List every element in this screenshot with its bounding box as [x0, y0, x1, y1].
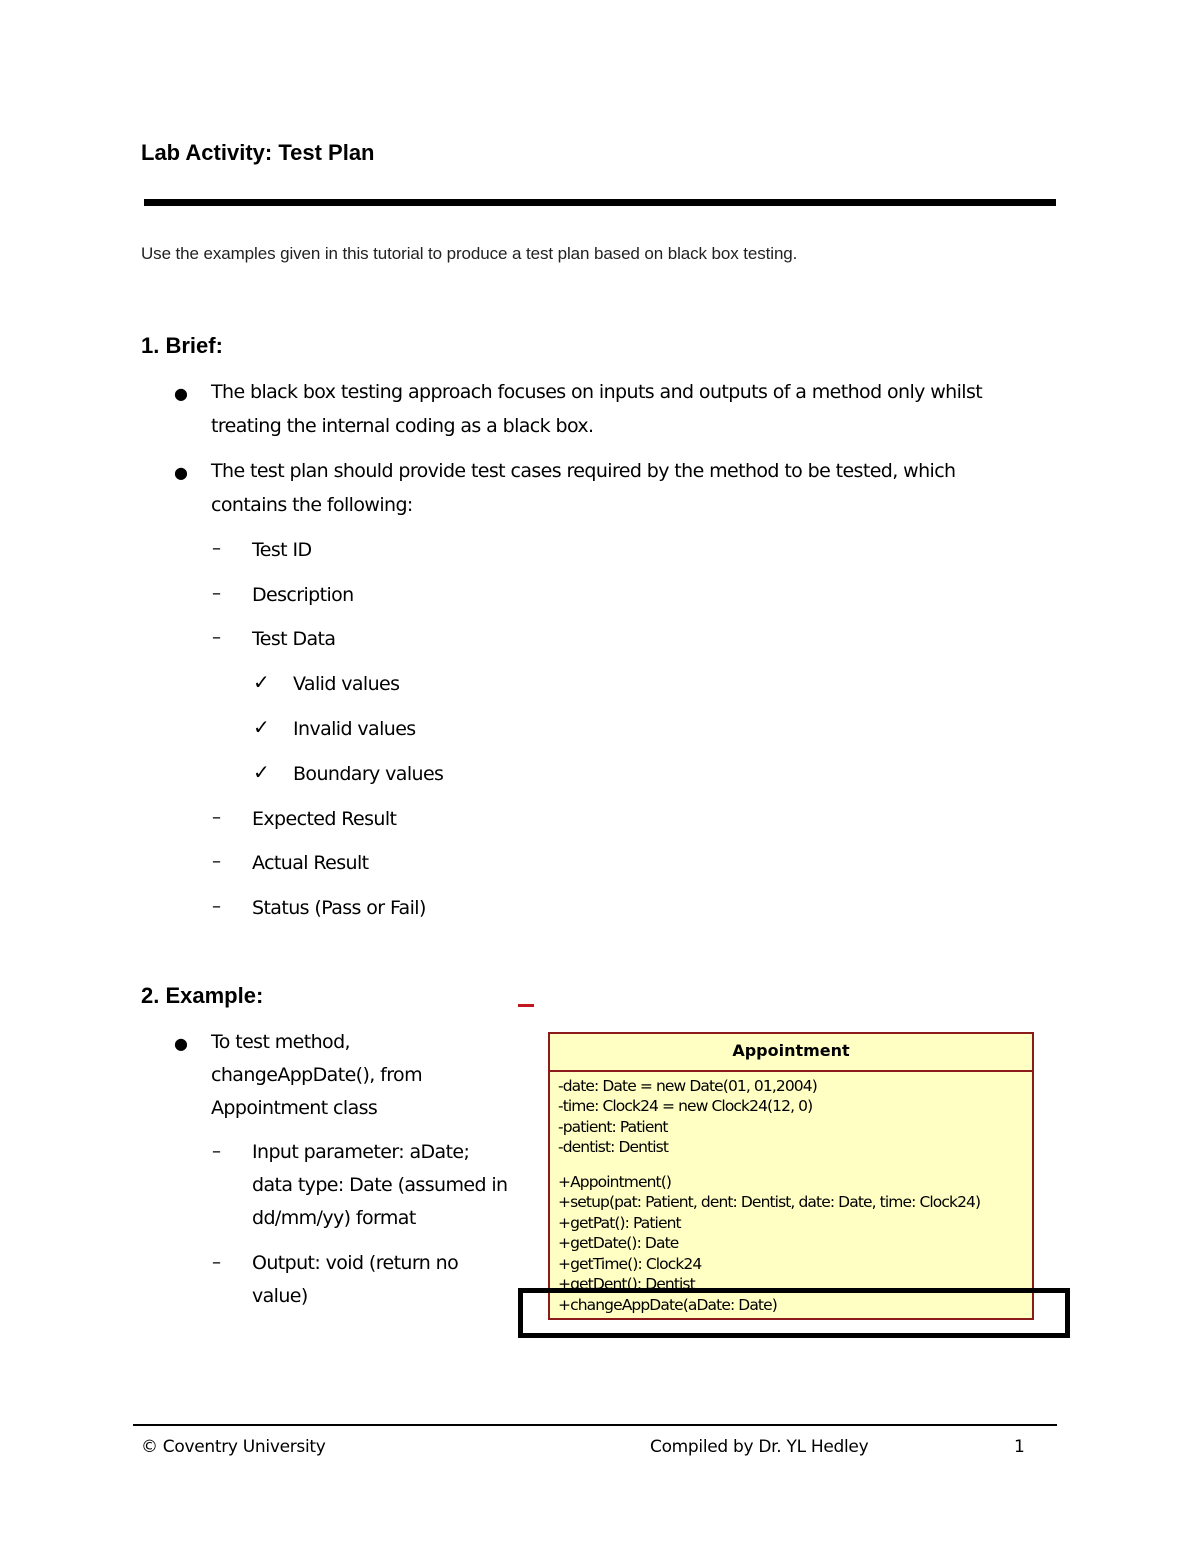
example-input — [252, 1136, 508, 1235]
uml-attribute: -time: Clock24 = new Clock24(12, 0) — [558, 1097, 813, 1115]
dash-icon: – — [212, 627, 221, 648]
uml-attribute: -dentist: Dentist — [558, 1138, 669, 1156]
uml-class-box — [548, 1032, 1034, 1320]
check-icon: ✓ — [253, 715, 270, 739]
list-item-valid-values: Valid values — [293, 673, 400, 695]
footer-author: Compiled by Dr. YL Hedley — [650, 1437, 869, 1457]
example-input-line-2: data type: Date (assumed in — [252, 1174, 508, 1196]
uml-class-name: Appointment — [550, 1034, 1032, 1072]
example-input-line-1: Input parameter: aDate; — [252, 1141, 470, 1163]
footer-divider — [133, 1424, 1057, 1426]
example-bullet-line-1: To test method, — [211, 1031, 350, 1053]
bullet-icon: ● — [174, 463, 188, 482]
uml-method-highlighted: +changeAppDate(aDate: Date) — [558, 1296, 777, 1314]
list-item-expected-result: Expected Result — [252, 808, 397, 830]
dash-icon: – — [212, 583, 221, 604]
dash-icon: – — [212, 538, 221, 559]
example-output-line-1: Output: void (return no — [252, 1252, 459, 1274]
uml-method: +Appointment() — [558, 1173, 671, 1191]
bullet-icon: ● — [174, 384, 188, 403]
example-bullet-line-3: Appointment class — [211, 1097, 378, 1119]
dash-icon: – — [212, 807, 221, 828]
list-item-boundary-values: Boundary values — [293, 763, 444, 785]
check-icon: ✓ — [253, 670, 270, 694]
list-item-description: Description — [252, 584, 354, 606]
uml-attribute: -patient: Patient — [558, 1118, 668, 1136]
brief-bullet-2-line-2: contains the following: — [211, 494, 413, 516]
example-output-line-2: value) — [252, 1285, 308, 1307]
intro-text: Use the examples given in this tutorial to produce a test plan based on black box testing. — [141, 244, 798, 263]
red-marker — [518, 1004, 534, 1007]
list-item-status: Status (Pass or Fail) — [252, 897, 426, 919]
brief-bullet-1-line-1: The black box testing approach focuses on inputs and outputs of a method only whilst — [211, 381, 983, 403]
brief-bullet-2 — [211, 454, 956, 522]
list-item-test-data: Test Data — [252, 628, 336, 650]
brief-bullet-1-line-2: treating the internal coding as a black box. — [211, 415, 594, 437]
method-highlight-box — [518, 1288, 1070, 1338]
uml-method: +setup(pat: Patient, dent: Dentist, date: Date, time: Clock24) — [558, 1193, 981, 1211]
example-bullet-line-2: changeAppDate(), from — [211, 1064, 422, 1086]
dash-icon: – — [212, 896, 221, 917]
check-icon: ✓ — [253, 760, 270, 784]
list-item-invalid-values: Invalid values — [293, 718, 416, 740]
page-title: Lab Activity: Test Plan — [141, 140, 375, 165]
title-divider — [144, 199, 1056, 206]
list-item-actual-result: Actual Result — [252, 852, 369, 874]
section-heading-example: 2. Example: — [141, 983, 264, 1008]
dash-icon: – — [212, 1141, 221, 1162]
footer-page-number: 1 — [1014, 1437, 1025, 1457]
dash-icon: – — [212, 1252, 221, 1273]
brief-bullet-1 — [211, 375, 982, 443]
section-heading-brief: 1. Brief: — [141, 333, 223, 358]
list-item-test-id: Test ID — [252, 539, 312, 561]
footer-copyright: © Coventry University — [141, 1437, 326, 1457]
bullet-icon: ● — [174, 1034, 188, 1053]
uml-method: +getDent(): Dentist — [558, 1275, 695, 1293]
brief-bullet-2-line-1: The test plan should provide test cases required by the method to be tested, which — [211, 460, 956, 482]
uml-method: +getPat(): Patient — [558, 1214, 681, 1232]
example-output — [252, 1247, 458, 1313]
dash-icon: – — [212, 851, 221, 872]
example-input-line-3: dd/mm/yy) format — [252, 1207, 416, 1229]
uml-method: +getTime(): Clock24 — [558, 1255, 702, 1273]
uml-method: +getDate(): Date — [558, 1234, 679, 1252]
uml-attribute: -date: Date = new Date(01, 01,2004) — [558, 1077, 817, 1095]
example-bullet — [211, 1026, 422, 1125]
